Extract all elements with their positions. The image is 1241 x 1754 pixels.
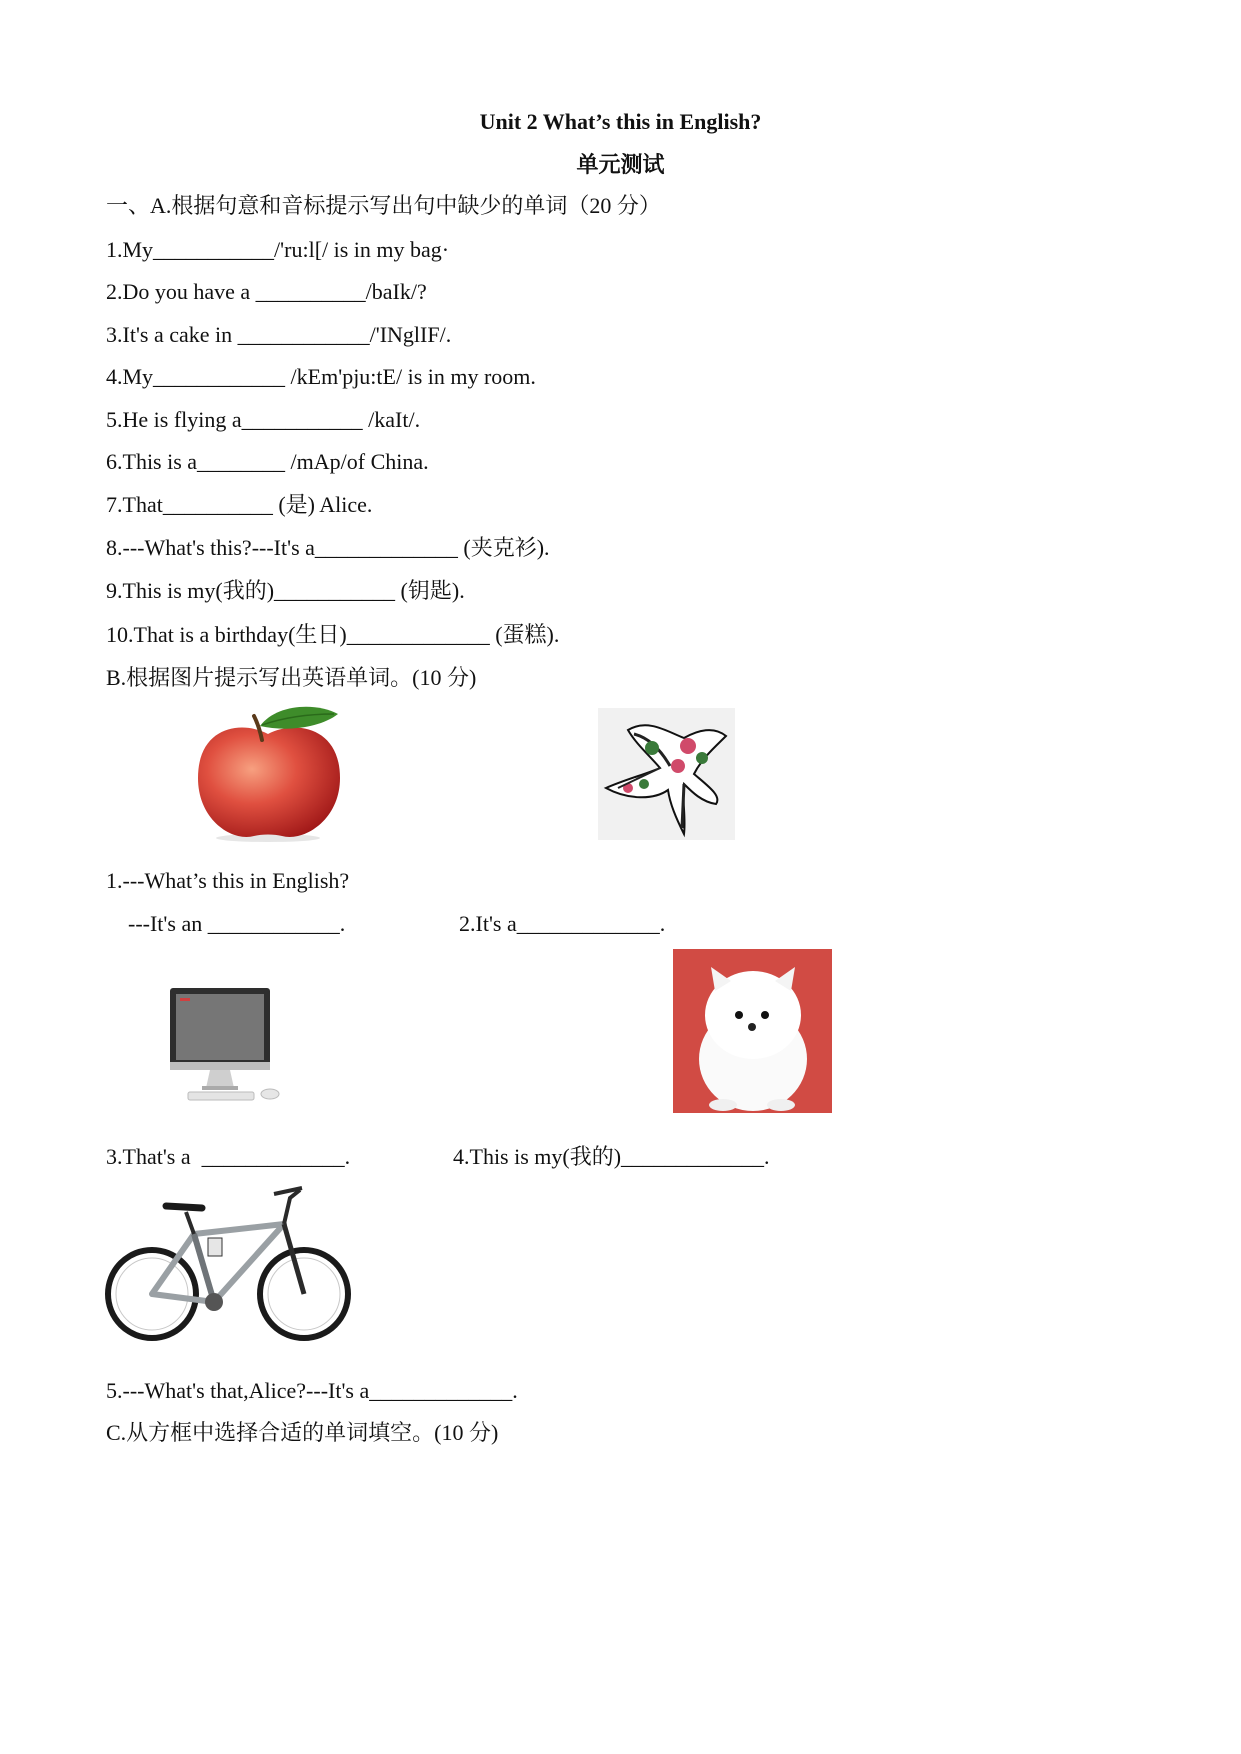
question-a-10: 10.That is a birthday(生日)_____________ (蛋糕). (106, 622, 560, 647)
question-a-4: 4.My____________ /kEm'pju:tE/ is in my room. (106, 364, 536, 389)
question-b-4: 4.This is my(我的)_____________. (453, 1144, 770, 1169)
question-a-3: 3.It's a cake in ____________/'INglIF/. (106, 322, 452, 347)
question-a-2: 2.Do you have a __________/baIk/? (106, 279, 427, 304)
section-a-heading: 一、A.根据句意和音标提示写出句中缺少的单词（20 分） (106, 193, 661, 218)
apple-image (192, 702, 344, 842)
page-title: Unit 2 What’s this in English? (479, 109, 762, 134)
bicycle-image (104, 1184, 354, 1346)
question-b-2: 2.It's a_____________. (459, 911, 666, 936)
question-a-7: 7.That__________ (是) Alice. (106, 492, 373, 517)
white-puppy-image (673, 949, 832, 1113)
question-b-5: 5.---What's that,Alice?---It's a_____________. (106, 1378, 518, 1403)
question-a-5: 5.He is flying a___________ /kaIt/. (106, 407, 421, 432)
section-b-heading: B.根据图片提示写出英语单词。(10 分) (106, 665, 477, 690)
section-c-heading: C.从方框中选择合适的单词填空。(10 分) (106, 1420, 499, 1445)
question-a-8: 8.---What's this?---It's a_____________ (夹克衫). (106, 535, 550, 560)
question-a-6: 6.This is a________ /mAp/of China. (106, 449, 429, 474)
question-b-1-prompt: 1.---What’s this in English? (106, 868, 350, 893)
page-subtitle: 单元测试 (576, 152, 665, 177)
question-b-1-answer: ---It's an ____________. (128, 911, 346, 936)
question-a-1: 1.My___________/'ru:l[/ is in my bag· (106, 237, 450, 262)
computer-image (166, 986, 286, 1106)
question-b-3: 3.That's a _____________. (106, 1144, 351, 1169)
question-a-9: 9.This is my(我的)___________ (钥匙). (106, 578, 465, 603)
swallow-kite-image (598, 708, 735, 840)
